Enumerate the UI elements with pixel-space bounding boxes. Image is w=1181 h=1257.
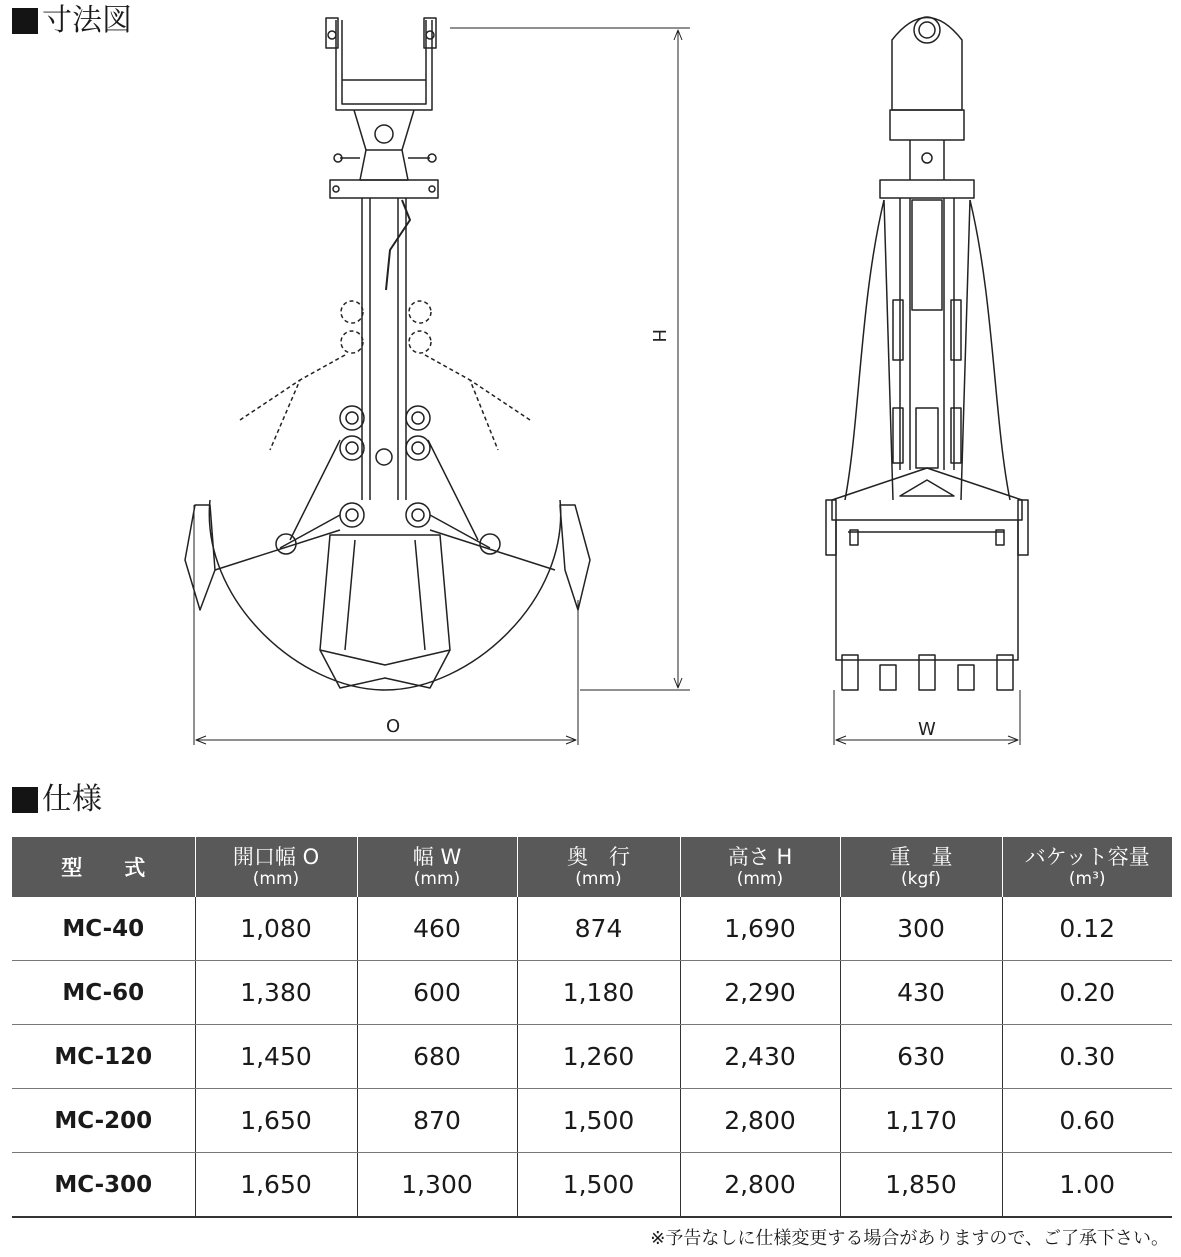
cell-height: 2,800 bbox=[680, 1153, 840, 1218]
cell-weight: 300 bbox=[840, 897, 1002, 961]
cell-opening: 1,450 bbox=[195, 1025, 357, 1089]
cell-depth: 1,500 bbox=[517, 1153, 680, 1218]
cell-depth: 1,180 bbox=[517, 961, 680, 1025]
cell-weight: 1,850 bbox=[840, 1153, 1002, 1218]
cell-capacity: 1.00 bbox=[1002, 1153, 1172, 1218]
table-row bbox=[12, 1025, 1172, 1089]
front-view-clamshell-bucket bbox=[185, 18, 590, 690]
cell-width: 460 bbox=[357, 897, 517, 961]
column-header-weight: 重 量 (kgf) bbox=[840, 837, 1002, 897]
table-row bbox=[12, 1089, 1172, 1153]
cell-model: MC-120 bbox=[12, 1025, 195, 1089]
table-row bbox=[12, 897, 1172, 961]
column-header-width: 幅 W (mm) bbox=[357, 837, 517, 897]
column-header-opening: 開口幅 O (mm) bbox=[195, 837, 357, 897]
column-header-model: 型 式 bbox=[12, 837, 195, 897]
cell-model: MC-200 bbox=[12, 1089, 195, 1153]
cell-opening: 1,380 bbox=[195, 961, 357, 1025]
table-row bbox=[12, 961, 1172, 1025]
cell-opening: 1,080 bbox=[195, 897, 357, 961]
cell-capacity: 0.30 bbox=[1002, 1025, 1172, 1089]
column-header-height: 高さ H (mm) bbox=[680, 837, 840, 897]
cell-width: 600 bbox=[357, 961, 517, 1025]
cell-depth: 1,260 bbox=[517, 1025, 680, 1089]
spec-table bbox=[12, 837, 1172, 1218]
footnote: ※予告なしに仕様変更する場合がありますので、ご了承下さい。 bbox=[650, 1228, 1169, 1249]
column-header-depth: 奥 行 (mm) bbox=[517, 837, 680, 897]
cell-model: MC-40 bbox=[12, 897, 195, 961]
cell-model: MC-300 bbox=[12, 1153, 195, 1218]
table-row bbox=[12, 1153, 1172, 1218]
cell-height: 2,800 bbox=[680, 1089, 840, 1153]
cell-height: 2,430 bbox=[680, 1025, 840, 1089]
cell-capacity: 0.20 bbox=[1002, 961, 1172, 1025]
column-header-capacity: バケット容量 (m³) bbox=[1002, 837, 1172, 897]
cell-width: 870 bbox=[357, 1089, 517, 1153]
width-dimension-label: W bbox=[918, 719, 936, 740]
cell-depth: 874 bbox=[517, 897, 680, 961]
dimensions-heading: 寸法図 bbox=[12, 4, 132, 38]
side-view-clamshell-bucket bbox=[826, 17, 1028, 690]
height-dimension-label: H bbox=[648, 329, 669, 343]
cell-opening: 1,650 bbox=[195, 1153, 357, 1218]
cell-capacity: 0.60 bbox=[1002, 1089, 1172, 1153]
cell-height: 1,690 bbox=[680, 897, 840, 961]
heading-square-icon bbox=[12, 787, 38, 813]
cell-height: 2,290 bbox=[680, 961, 840, 1025]
table-header-row bbox=[12, 837, 1172, 897]
cell-opening: 1,650 bbox=[195, 1089, 357, 1153]
cell-capacity: 0.12 bbox=[1002, 897, 1172, 961]
cell-model: MC-60 bbox=[12, 961, 195, 1025]
cell-weight: 430 bbox=[840, 961, 1002, 1025]
specs-heading: 仕様 bbox=[12, 783, 102, 817]
cell-weight: 630 bbox=[840, 1025, 1002, 1089]
cell-weight: 1,170 bbox=[840, 1089, 1002, 1153]
opening-dimension-label: O bbox=[386, 716, 401, 737]
cell-width: 680 bbox=[357, 1025, 517, 1089]
cell-depth: 1,500 bbox=[517, 1089, 680, 1153]
cell-width: 1,300 bbox=[357, 1153, 517, 1218]
